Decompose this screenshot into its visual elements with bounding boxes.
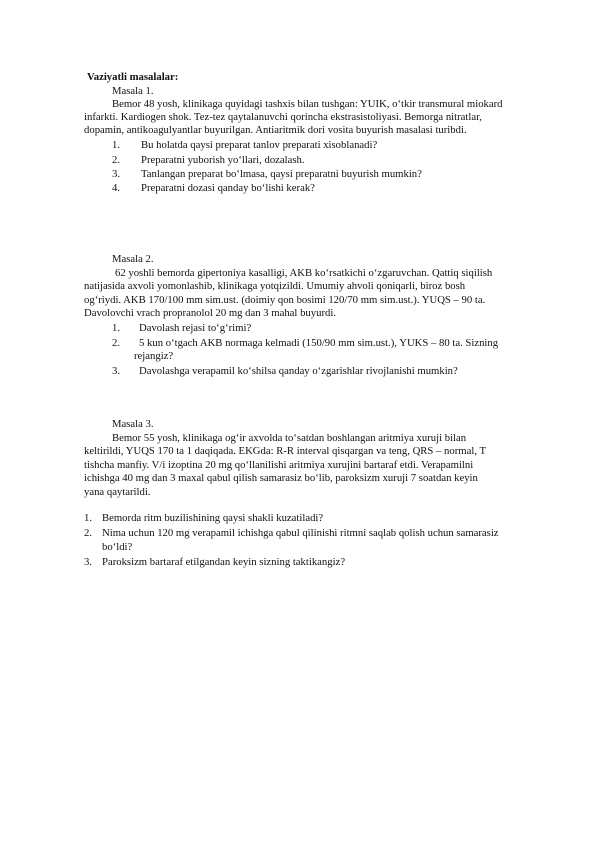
question-text: rejangiz?	[134, 350, 174, 362]
question-text: 5 kun o‘tgach AKB normaga kelmadi (150/90 mm sim.ust.), YUKS – 80 ta. Sizning	[139, 337, 499, 349]
question-number: 2.	[112, 154, 121, 166]
problem-text-line: keltirildi, YUQS 170 ta 1 daqiqada. EKGda: R-R interval qisqargan va teng, QRS – normal, T	[84, 445, 487, 457]
question-number: 2.	[84, 527, 93, 539]
question-number: 3.	[84, 556, 93, 568]
problem-text-line: natijasida axvoli yomonlashib, klinikaga yotqizildi. Umumiy ahvoli qoniqarli, biroz bosh	[84, 280, 466, 292]
problem-text-line: tishcha manfiy. V/i izoptina 20 mg qo‘llanilishi aritmiya xurujini bartaraf etdi. Verapamilni	[84, 459, 474, 471]
problem-title: Masala 1.	[112, 85, 154, 97]
question-text: Preparatni yuborish yo‘llari, dozalash.	[141, 154, 305, 166]
problem-text-line: ichishga 40 mg dan 3 maxal qabul qilish samarasiz bo‘lib, paroksizm xuruji 7 soatdan keyin	[84, 472, 478, 484]
question-number: 1.	[84, 512, 93, 524]
question-text: Bu holatda qaysi preparat tanlov preparati xisoblanadi?	[141, 139, 378, 151]
question-text: Paroksizm bartaraf etilgandan keyin sizning taktikangiz?	[102, 556, 346, 568]
question-text: Preparatni dozasi qanday bo‘lishi kerak?	[141, 182, 315, 194]
question-text: Nima uchun 120 mg verapamil ichishga qabul qilinishi ritmni saqlab qolish uchun samarasiz	[102, 527, 499, 539]
problem-text-line: Bemor 48 yosh, klinikaga quyidagi tashxis bilan tushgan: YUIK, o‘tkir transmural miokard	[112, 98, 503, 110]
problem-text-line: yana qaytarildi.	[84, 486, 151, 498]
problem-text-line: 62 yoshli bemorda gipertoniya kasalligi, AKB ko‘rsatkichi o‘zgaruvchan. Qattiq siqilish	[115, 267, 493, 279]
problem-text-line: dopamin, antikoagulyantlar buyurilgan. Antiaritmik dori vosita buyurish masalasi turibdi.	[84, 124, 467, 136]
problem-title: Masala 3.	[112, 418, 154, 430]
question-number: 3.	[112, 168, 121, 180]
problem-title: Masala 2.	[112, 253, 154, 265]
problem-text-line: Bemor 55 yosh, klinikaga og‘ir axvolda to‘satdan boshlangan aritmiya xuruji bilan	[112, 432, 467, 444]
question-number: 4.	[112, 182, 121, 194]
question-text: Bemorda ritm buzilishining qaysi shakli kuzatiladi?	[102, 512, 324, 524]
question-number: 1.	[112, 322, 121, 334]
problem-text-line: infarkti. Kardiogen shok. Tez-tez qaytalanuvchi qorincha ekstrasistoliyasi. Bemorga nitratlar,	[84, 111, 482, 123]
problem-text-line: Davolovchi vrach propranolol 20 mg dan 3 mahal buyurdi.	[84, 307, 336, 319]
section-heading: Vaziyatli masalalar:	[87, 71, 179, 83]
problem-text-line: og‘riydi. AKB 170/100 mm sim.ust. (doimiy qon bosimi 120/70 mm sim.ust.). YUQS – 90 ta.	[84, 294, 486, 306]
question-text: Tanlangan preparat bo‘lmasa, qaysi preparatni buyurish mumkin?	[141, 168, 422, 180]
question-text: bo‘ldi?	[102, 541, 133, 553]
question-text: Davolashga verapamil ko‘shilsa qanday o‘zgarishlar rivojlanishi mumkin?	[139, 365, 458, 377]
question-number: 1.	[112, 139, 121, 151]
question-text: Davolash rejasi to‘g‘rimi?	[139, 322, 252, 334]
question-number: 3.	[112, 365, 121, 377]
question-number: 2.	[112, 337, 121, 349]
